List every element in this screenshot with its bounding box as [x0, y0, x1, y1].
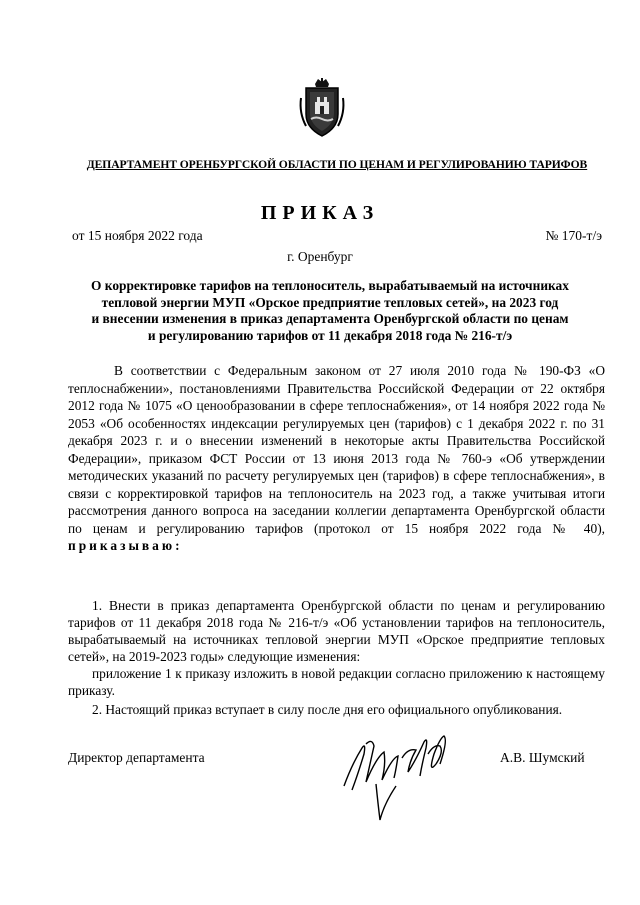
- subject-line: и внесении изменения в приказ департамента Оренбургской области по ценам: [91, 311, 569, 327]
- order-items: [68, 597, 605, 718]
- signatory-name: А.В. Шумский: [500, 750, 585, 765]
- document-type-title: ПРИКАЗ: [260, 202, 380, 224]
- order-item-2: 2. Настоящий приказ вступает в силу после дня его официального опубликования.: [92, 702, 563, 717]
- ordering-word: приказываю:: [68, 538, 183, 553]
- signatory-position: Директор департамента: [68, 750, 205, 765]
- department-name: ДЕПАРТАМЕНТ ОРЕНБУРГСКОЙ ОБЛАСТИ ПО ЦЕНАМ И РЕГУЛИРОВАНИЮ ТАРИФОВ: [86, 158, 588, 171]
- subject-line: тепловой энергии МУП «Орское предприятие тепловых сетей», на 2023 год: [101, 294, 559, 310]
- order-subject: [60, 278, 600, 344]
- preamble-text: В соответствии с Федеральным законом от 27 июля 2010 года № 190-ФЗ «О теплоснабжении», постановлениями Правительства Российской Федерации от 22 октября 2012 года № 1075 «О ценообразовании в сфере теплоснабжения», от 14 ноября 2022 года № 2053 «Об особенностях индексации регулируемых цен (тарифов) с 1 декабря 2022 г. по 31 декабря 2023 г. и о внесении изменений в некоторые акты Правительства Российской Федерации», приказом ФСТ России от 13 июня 2013 года № 760-э «Об утверждении методических указаний по расчету регулируемых цен (тарифов) в сфере теплоснабжения», в связи с корректировкой тарифов на теплоноситель на 2023 год, а также учитывая итоги рассмотрения данного вопроса на заседании коллегии департамента Оренбургской области по ценам и регулированию тарифов (протокол от 15 ноября 2022 года № 40),: [68, 363, 605, 536]
- order-city: г. Оренбург: [287, 249, 353, 264]
- order-date: от 15 ноября 2022 года: [72, 228, 203, 243]
- preamble-paragraph: [68, 362, 605, 555]
- order-number: № 170-т/э: [545, 228, 602, 243]
- signature-icon: [336, 724, 468, 824]
- order-item-1: 1. Внести в приказ департамента Оренбургской области по ценам и регулированию тарифов от 11 декабря 2018 года № 216-т/э «Об установлении тарифов на теплоноситель, вырабатываемый на источниках тепловой энергии МУП «Орское предприятие тепловых сетей», на 2019-2023 годы» следующие изменения:: [68, 598, 605, 664]
- subject-line: О корректировке тарифов на теплоноситель, вырабатываемый на источниках: [91, 278, 569, 293]
- coat-of-arms-icon: [297, 78, 347, 140]
- subject-line: и регулированию тарифов от 11 декабря 2018 года № 216-т/э: [147, 327, 513, 343]
- order-item-1-sub: приложение 1 к приказу изложить в новой редакции согласно приложению к настоящему приказу.: [68, 666, 605, 698]
